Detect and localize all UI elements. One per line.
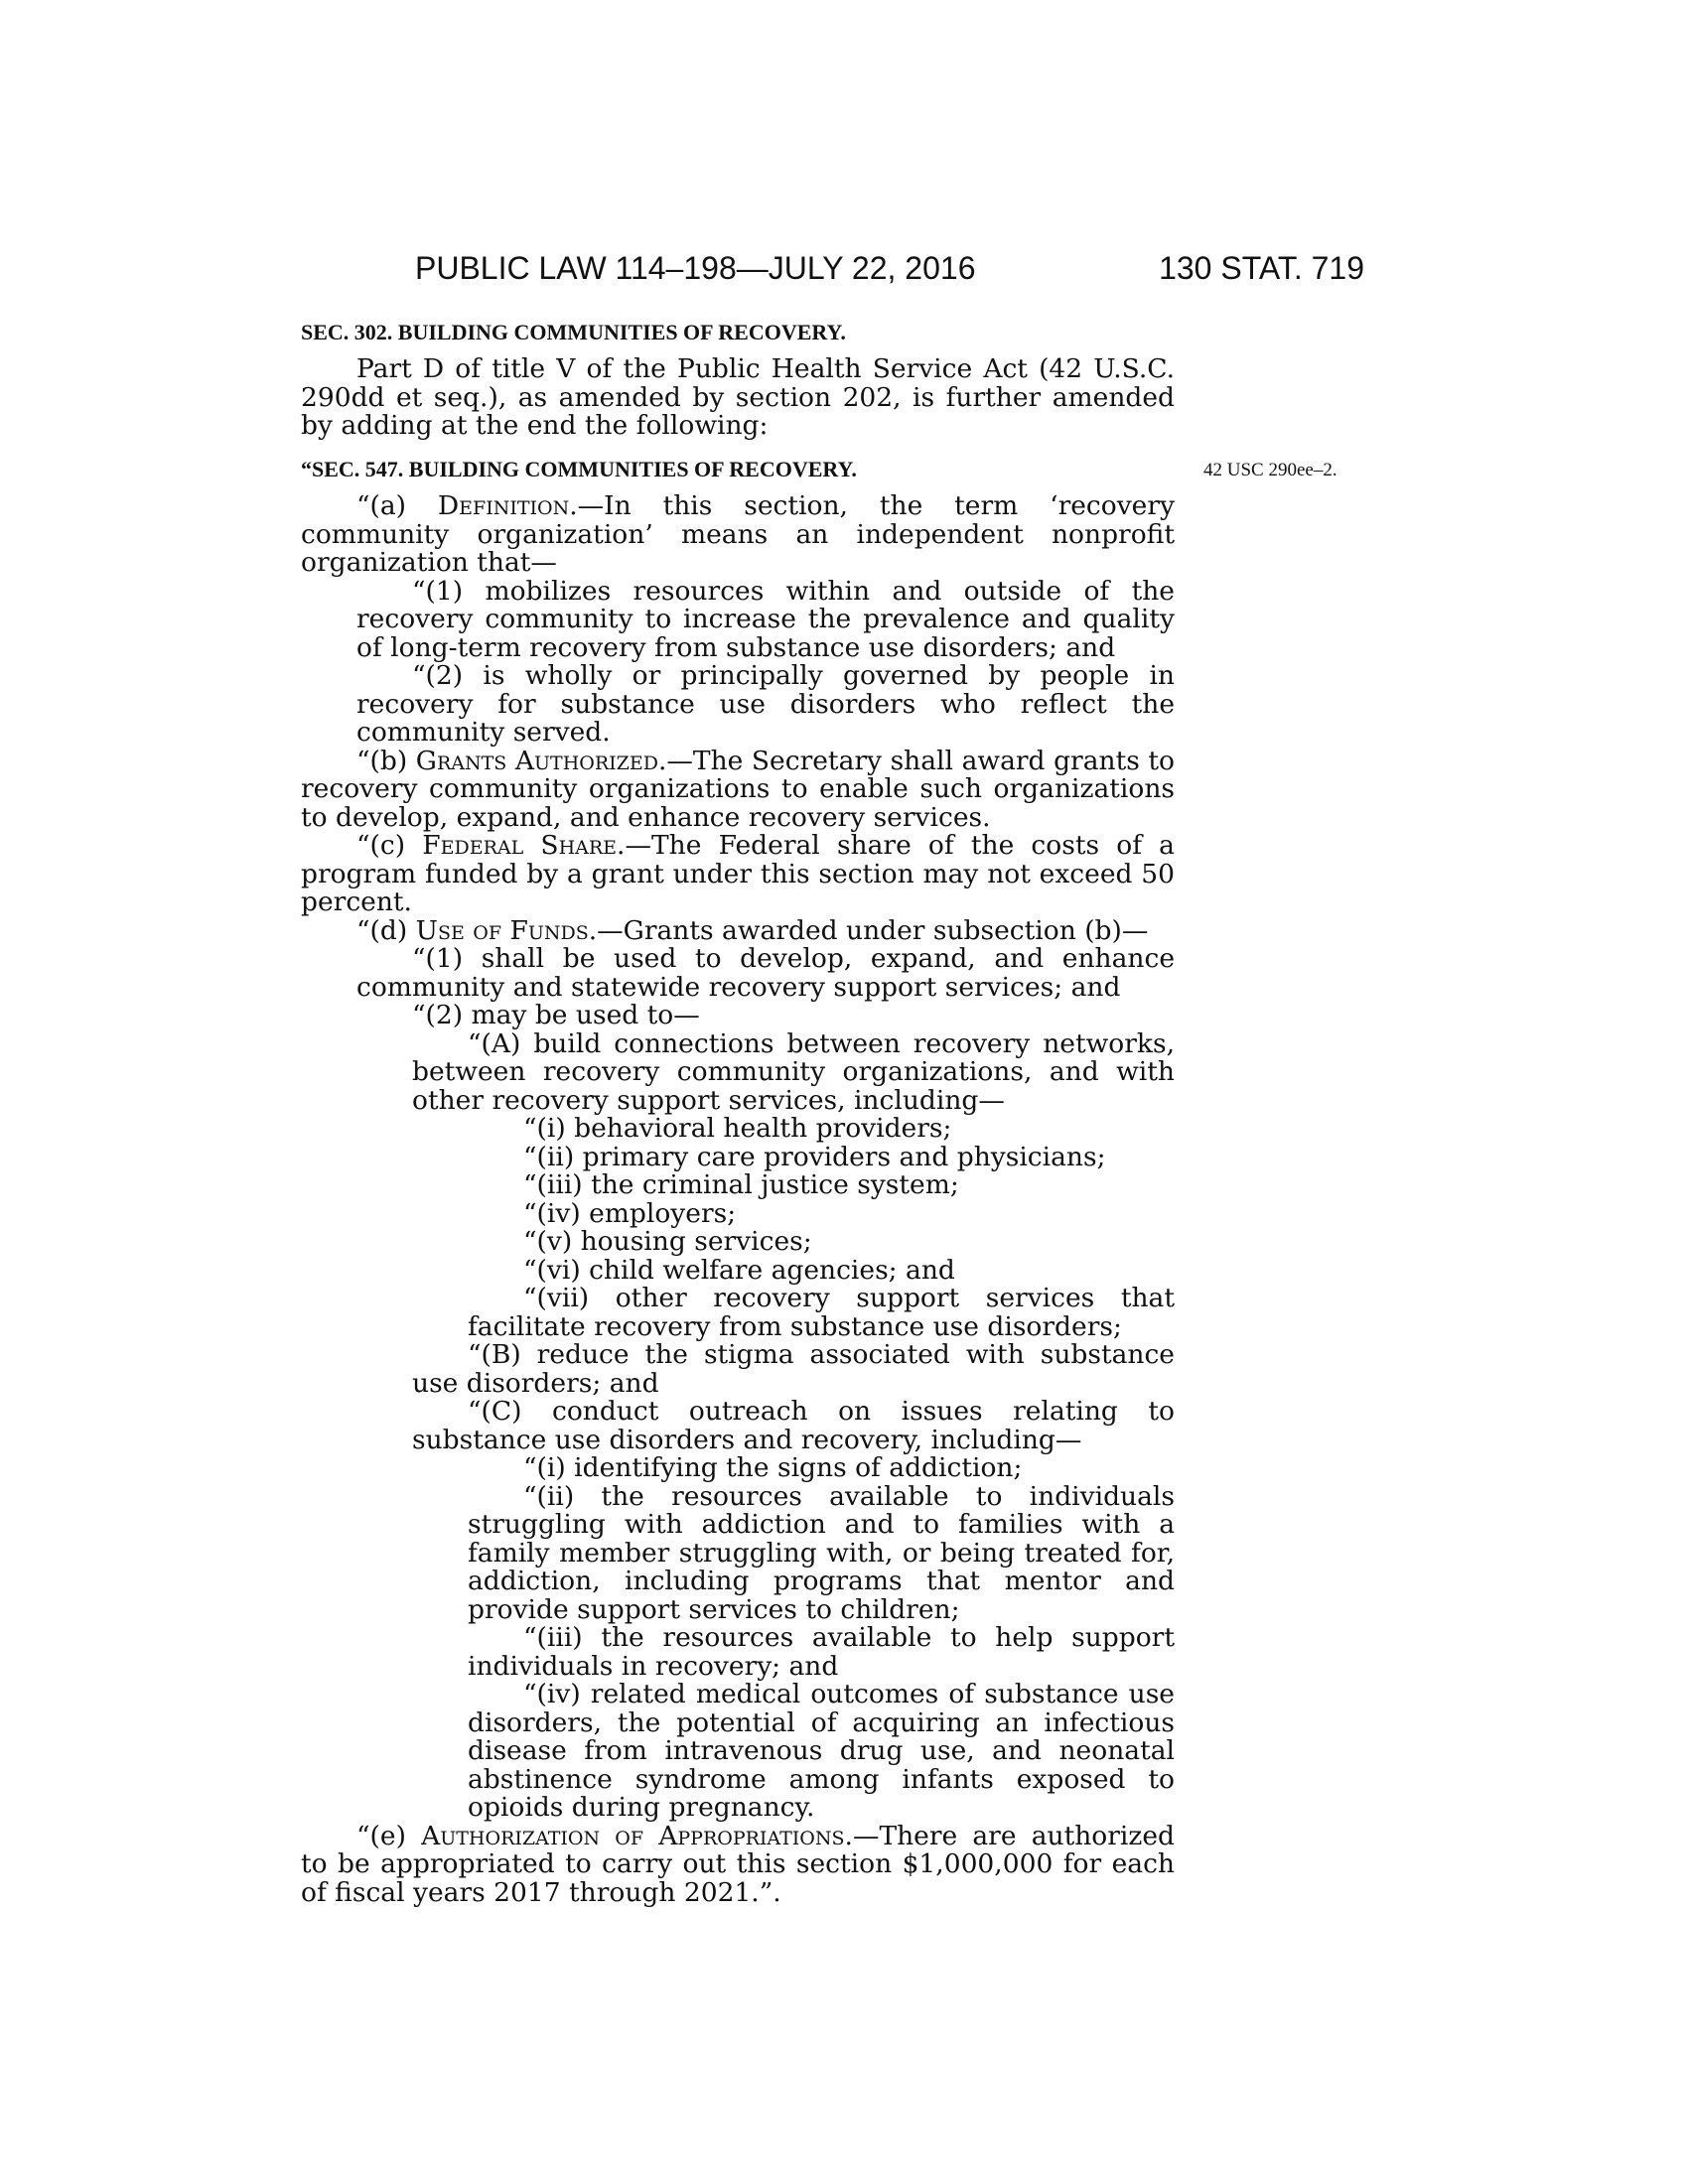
subsection-a-label: “(a): [356, 490, 438, 521]
clause-d-2-c-ii: “(ii) the resources available to individuals struggling with addiction and to families with a family member struggling with, or being treated for, addiction, including programs that mentor and provide support services to children;: [468, 1480, 1175, 1625]
subsection-d-text: .—Grants awarded under subsection (b)—: [588, 914, 1149, 946]
subsection-e-caption: Authorization of Appropriations: [421, 1820, 845, 1851]
clause-d-2-c-i: “(i) identifying the signs of addiction;: [523, 1452, 1023, 1483]
subsection-b-text: .—The Secretary shall award grants to recovery community organizations to enable such organizations to develop, expand, and enhance recovery services.: [301, 745, 1175, 833]
section-547-heading: “SEC. 547. BUILDING COMMUNITIES OF RECOVERY.: [301, 457, 857, 481]
clause-d-2-a-i: “(i) behavioral health providers;: [523, 1113, 952, 1144]
subsection-d-caption: Use of Funds: [415, 914, 589, 946]
subsection-b-caption: Grants Authorized: [415, 745, 658, 776]
section-547-body: [301, 492, 1175, 1907]
subsection-b: [301, 745, 1175, 833]
subsection-c-text: .—The Federal share of the costs of a program funded by a grant under this section may not exceed 50 percent.: [301, 830, 1175, 917]
subparagraph-d-2-c: “(C) conduct outreach on issues relating to substance use disorders and recovery, including—: [412, 1396, 1175, 1455]
subsection-e-text: .—There are authorized to be appropriated to carry out this section $1,000,000 for each of fiscal years 2017 through 2021.”.: [301, 1820, 1175, 1908]
clause-d-2-a-vii: “(vii) other recovery support services that facilitate recovery from substance use disorders;: [468, 1283, 1175, 1342]
section-302-heading: SEC. 302. BUILDING COMMUNITIES OF RECOVERY.: [301, 320, 846, 344]
paragraph-a-1: “(1) mobilizes resources within and outside of the recovery community to increase the prevalence and quality of long-term recovery from substance use disorders; and: [356, 575, 1175, 663]
usc-margin-note: 42 USC 290ee–2.: [1203, 460, 1337, 480]
subsection-e-label: “(e): [356, 1820, 422, 1851]
running-head: PUBLIC LAW 114–198—JULY 22, 2016: [415, 250, 976, 286]
subsection-e: [301, 1820, 1175, 1908]
subsection-b-label: “(b): [356, 745, 416, 776]
clause-d-2-a-iv: “(iv) employers;: [523, 1197, 737, 1229]
subsection-d: [301, 914, 1175, 946]
subsection-a-caption: Definition: [437, 490, 570, 521]
subsection-a: [301, 492, 1175, 578]
subsection-a-text: .—In this section, the term ‘recovery community organization’ means an independent nonprofit organization that—: [301, 490, 1176, 578]
paragraph-a-2: “(2) is wholly or principally governed by people in recovery for substance use disorders who reflect the community served.: [356, 660, 1175, 748]
section-302-intro: Part D of title V of the Public Health Service Act (42 U.S.C. 290dd et seq.), as amended by section 202, is further amended by adding at the end the following:: [301, 353, 1175, 441]
subsection-c: [301, 832, 1175, 917]
subparagraph-d-2-b: “(B) reduce the stigma associated with substance use disorders; and: [412, 1339, 1175, 1399]
page-number: 130 STAT. 719: [1159, 250, 1364, 286]
clause-d-2-a-vi: “(vi) child welfare agencies; and: [523, 1254, 955, 1286]
subsection-c-label: “(c): [356, 830, 423, 861]
subparagraph-d-2-a: “(A) build connections between recovery networks, between recovery community organizations, and with other recovery support services, including—: [412, 1027, 1175, 1116]
clause-d-2-a-v: “(v) housing services;: [523, 1226, 812, 1257]
paragraph-d-1: “(1) shall be used to develop, expand, and enhance community and statewide recovery support services; and: [356, 943, 1175, 1003]
clause-d-2-c-iv: “(iv) related medical outcomes of substance use disorders, the potential of acquiring an infectious disease from intravenous drug use, and neonatal abstinence syndrome among infants exposed to opioids during pregnancy.: [468, 1679, 1175, 1823]
subsection-d-label: “(d): [356, 914, 416, 946]
subsection-c-caption: Federal Share: [422, 830, 618, 861]
clause-d-2-a-ii: “(ii) primary care providers and physicians;: [523, 1141, 1106, 1172]
clause-d-2-c-iii: “(iii) the resources available to help support individuals in recovery; and: [468, 1622, 1175, 1682]
paragraph-d-2: “(2) may be used to—: [412, 1000, 700, 1030]
clause-d-2-a-iii: “(iii) the criminal justice system;: [523, 1169, 959, 1200]
